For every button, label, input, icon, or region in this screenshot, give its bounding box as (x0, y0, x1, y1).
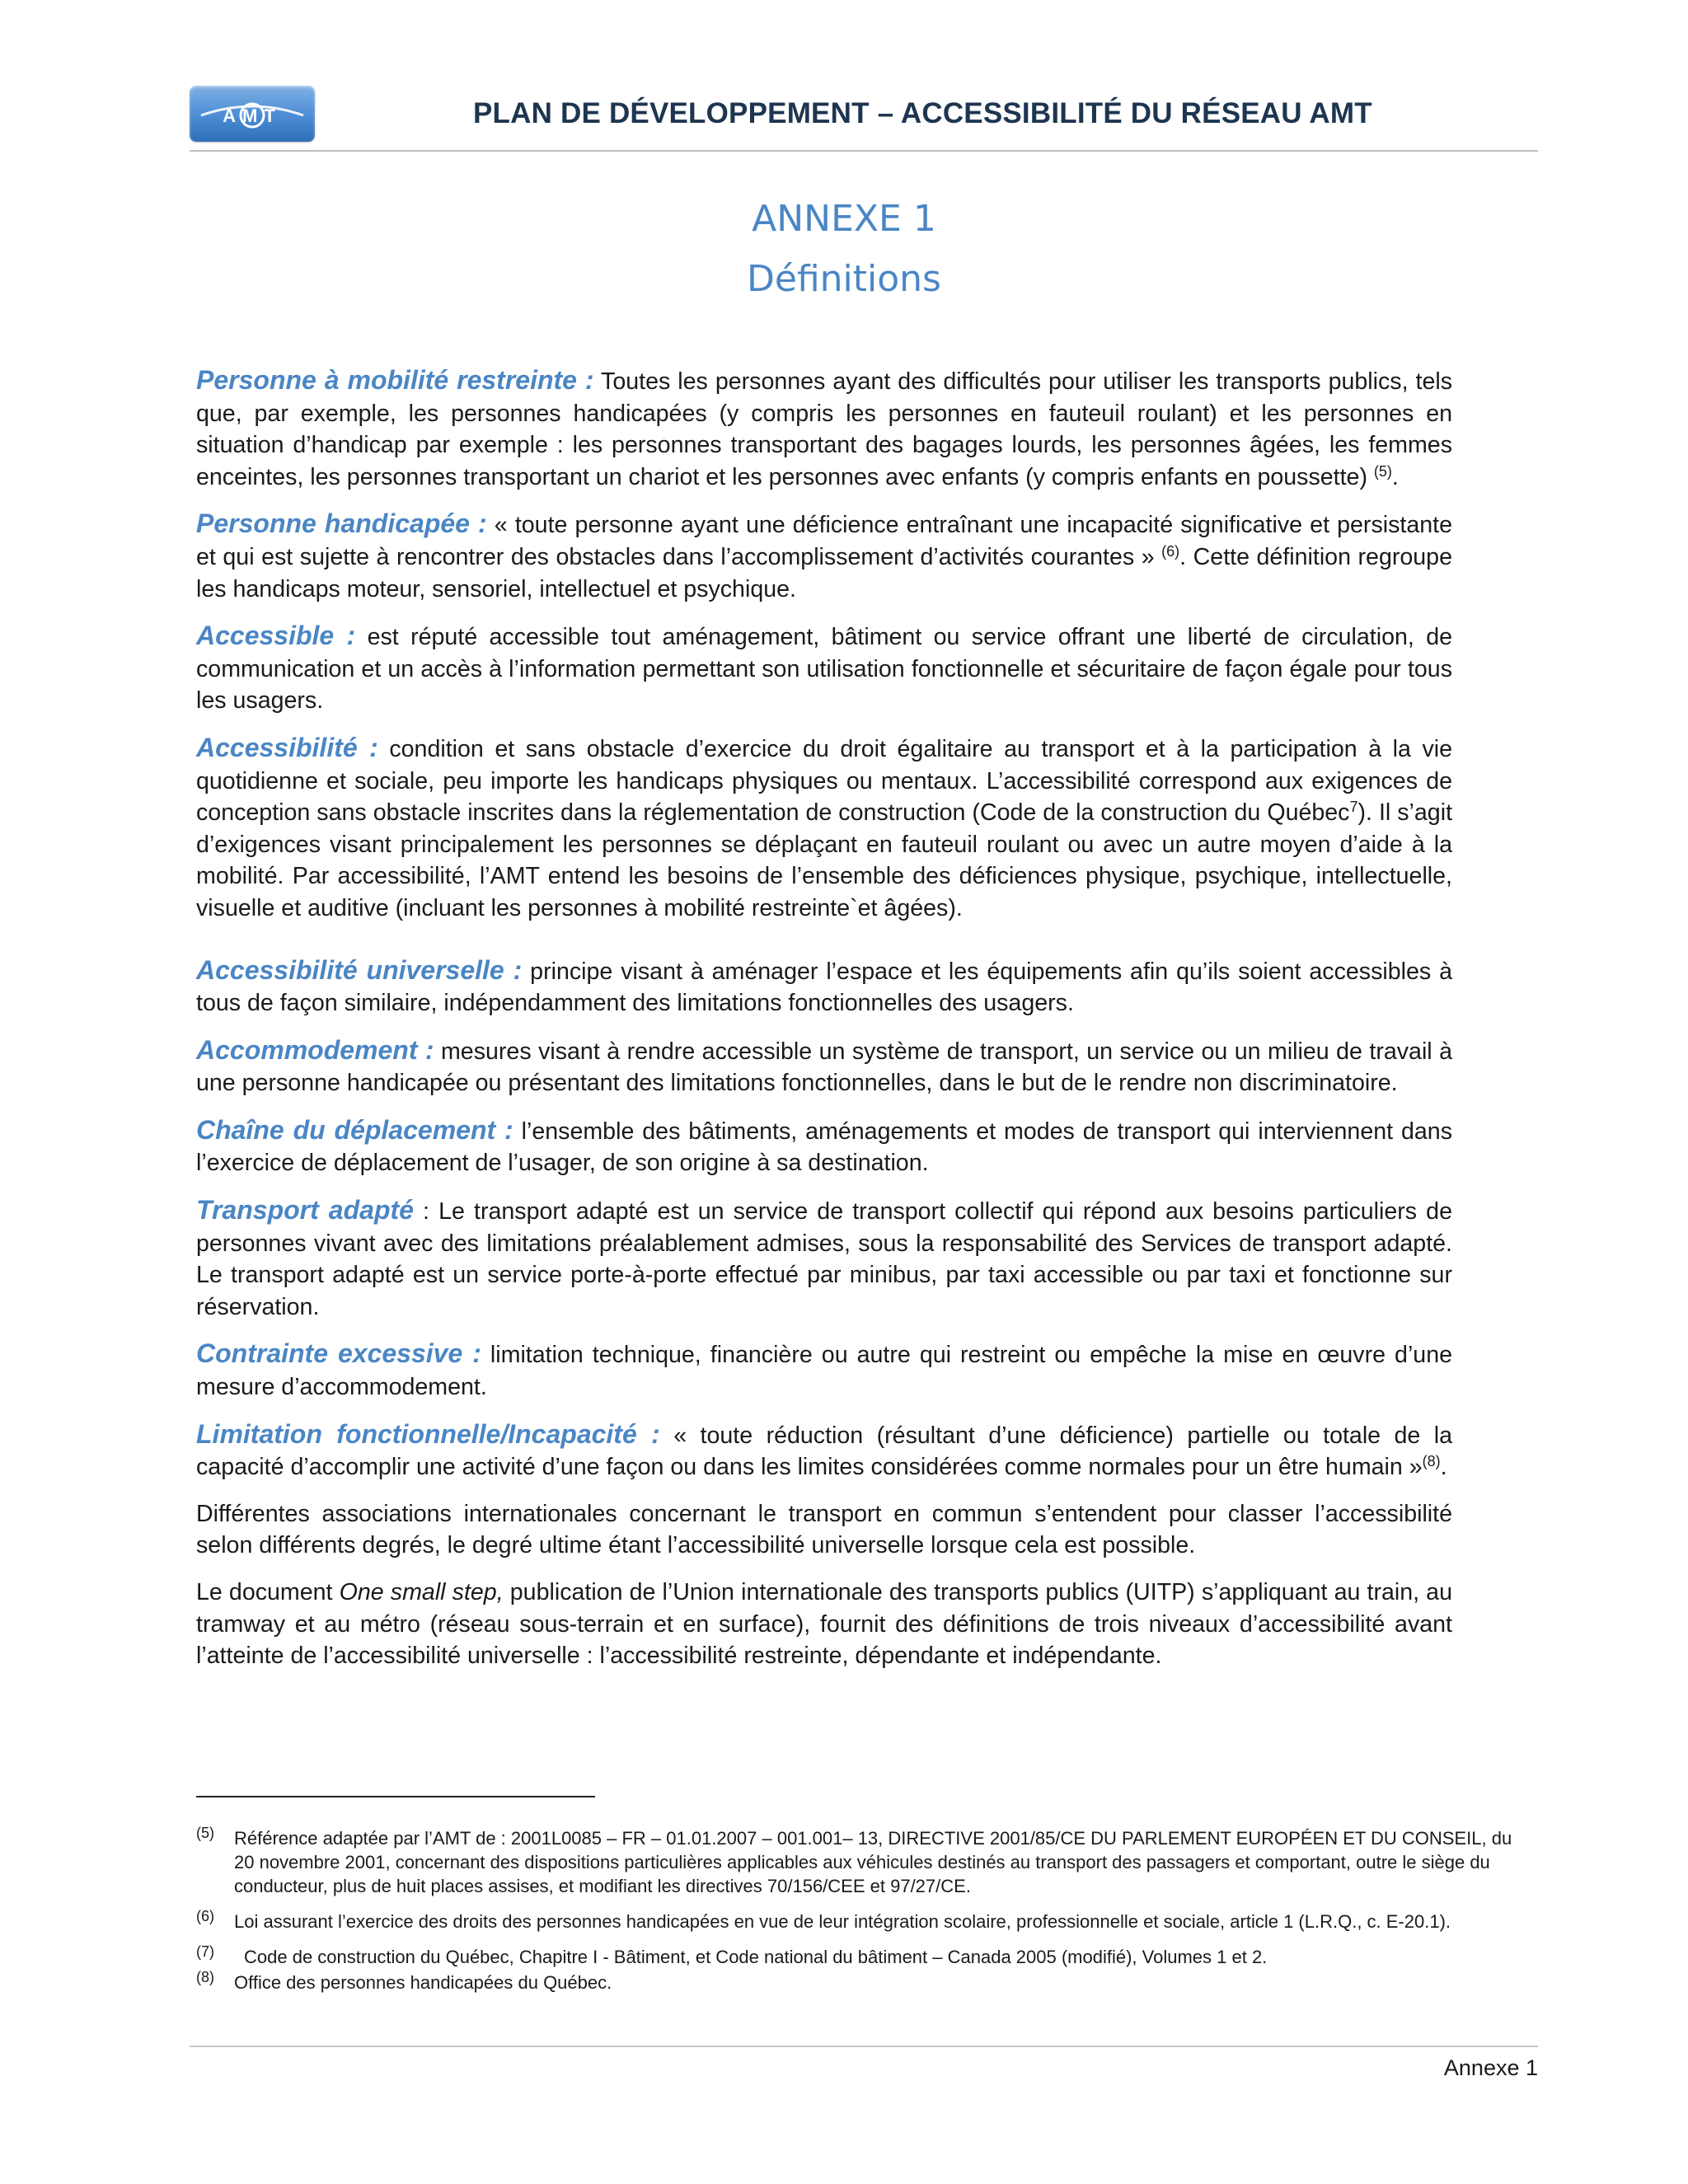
footnotes (196, 1826, 1535, 2006)
definition-text: « toute personne ayant une déficience entraînant une incapacité significative et persistante et qui est sujette à rencontrer des obstacles dans l’accomplissement d’activités courantes » (196, 512, 1452, 570)
definition-paragraph (196, 1194, 1452, 1323)
definition-paragraph (196, 620, 1452, 717)
footnote-item (196, 1910, 1535, 1933)
definition-term: Accessibilité universelle : (196, 954, 523, 985)
header-divider (190, 150, 1538, 152)
definition-term: Accessible : (196, 621, 356, 651)
footnote-divider (196, 1796, 595, 1797)
annexe-title: ANNEXE 1 (752, 198, 936, 240)
logo-text: AMT (223, 105, 282, 126)
footnote-ref[interactable]: (5) (1373, 462, 1392, 480)
document-header-title: PLAN DE DÉVELOPPEMENT – ACCESSIBILITÉ DU RÉSEAU AMT (473, 97, 1372, 129)
definition-paragraph (196, 1034, 1452, 1099)
page-header (190, 82, 1538, 152)
definition-paragraph (196, 1114, 1452, 1179)
footnote-text: Référence adaptée par l’AMT de : 2001L0085 – FR – 01.01.2007 – 001.001– 13, DIRECTIVE 2001/85/CE DU PARLEMENT EUROPÉEN ET DU CONSEIL, du 20 novembre 2001, concernant des dispositions particulières applicables aux véhicules destinés au transport des passagers et comportant, outre le siège du conducteur, plus de huit places assises, et modifiant les directives 70/156/CEE et 97/27/CE. (234, 1828, 1512, 1896)
footer-divider (190, 2046, 1538, 2047)
document-title-italic: One small step, (339, 1579, 504, 1605)
definition-text: « toute réduction (résultant d’une déficience) partielle ou totale de la capacité d’accomplir une activité d’une façon ou dans les limites considérées comme normales pour un être humain » (196, 1422, 1452, 1481)
definition-text: l’ensemble des bâtiments, aménagements et modes de transport qui interviennent dans l’exercice de déplacement de l’usager, de son origine à sa destination. (196, 1118, 1453, 1177)
footnote-ref[interactable]: (6) (1161, 542, 1180, 560)
definition-text: principe visant à aménager l’espace et les équipements afin qu’ils soient accessibles à tous de façon similaire, indépendamment des limitations fonctionnelles des usagers. (196, 958, 1452, 1017)
definition-paragraph (196, 508, 1452, 605)
footnote-mark: (6) (196, 1908, 214, 1924)
body-paragraph (196, 1577, 1452, 1672)
definition-text-end: ). Il s’agit d’exigences visant principalement les personnes se déplaçant en fauteuil roulant ou avec un autre moyen d’aide à la mobilité. Par accessibilité, l’AMT entend les besoins de l’ensemble des déficiences physique, psychique, intellectuelle, visuelle et auditive (incluant les personnes à mobilité restreinte`et âgées). (196, 799, 1453, 921)
definition-term: Accessibilité : (196, 732, 378, 762)
definition-term: Limitation fonctionnelle/Incapacité : (196, 1418, 660, 1449)
body-paragraph: Différentes associations internationales concernant le transport en commun s’entendent pour classer l’accessibilité selon différents degrés, le degré ultime étant l’accessibilité universelle lorsque cela est possible. (196, 1500, 1452, 1559)
annexe-subtitle: Définitions (747, 258, 941, 300)
footnote-ref[interactable]: 7 (1349, 799, 1358, 816)
definition-text: est réputé accessible tout aménagement, bâtiment ou service offrant une liberté de circulation, de communication et un accès à l’information permettant son utilisation fonctionnelle et sécuritaire de façon égale pour tous les usagers. (196, 624, 1453, 715)
definition-text: limitation technique, financière ou autre qui restreint ou empêche la mise en œuvre d’une mesure d’accommodement. (196, 1342, 1453, 1401)
footnote-text: Office des personnes handicapées du Québec. (234, 1972, 612, 1993)
definition-paragraph (196, 364, 1452, 493)
definition-text: condition et sans obstacle d’exercice du droit égalitaire au transport et à la participation à la vie quotidienne et sociale, peu importe les handicaps physiques ou mentaux. L’accessibilité correspond aux exigences de conception sans obstacle inscrites dans la réglementation de construction (Code de la construction du Québec (196, 735, 1452, 827)
footnote-mark: (8) (196, 1969, 214, 1985)
definition-text: mesures visant à rendre accessible un système de transport, un service ou un milieu de travail à une personne handicapée ou présentant des limitations fonctionnelles, dans le but de le rendre non discriminatoire. (196, 1038, 1452, 1097)
definition-text-end: . Cette définition regroupe les handicaps moteur, sensoriel, intellectuel et psychique. (196, 543, 1452, 602)
definition-term: Accommodement : (196, 1034, 434, 1065)
definition-paragraph (196, 1338, 1452, 1403)
footnote-mark: (7) (196, 1943, 214, 1960)
definition-term: Personne handicapée : (196, 509, 487, 539)
footnote-ref[interactable]: (8) (1422, 1453, 1441, 1470)
footnote-item (196, 1971, 1535, 1994)
footnote-item (196, 1826, 1535, 1898)
body-text: Le document (196, 1579, 340, 1605)
footnote-text: Code de construction du Québec, Chapitre I - Bâtiment, et Code national du bâtiment – Canada 2005 (modifié), Volumes 1 et 2. (244, 1947, 1268, 1967)
definition-term: Transport adapté (196, 1195, 414, 1226)
definition-paragraph (196, 732, 1452, 925)
amt-logo (190, 86, 315, 142)
definition-paragraph (196, 954, 1452, 1019)
definition-term: Chaîne du déplacement : (196, 1114, 513, 1145)
definition-term: Contrainte excessive : (196, 1338, 481, 1369)
footnote-text: Loi assurant l’exercice des droits des personnes handicapées en vue de leur intégration scolaire, professionnelle et sociale, article 1 (L.R.Q., c. E-20.1). (234, 1911, 1451, 1932)
body-text: publication de l’Union internationale des transports publics (UITP) s’appliquant au train, au tramway et au métro (réseau sous-terrain et en surface), fournit des définitions de trois niveaux d’accessibilité avant l’atteinte de l’accessibilité universelle : l’accessibilité restreinte, dépendante et indépendante. (196, 1579, 1452, 1670)
definition-text: Toutes les personnes ayant des difficultés pour utiliser les transports publics, tels que, par exemple, les personnes handicapées (y compris les personnes en fauteuil roulant) et les personnes en situation d’handicap par exemple : les personnes transportant des bagages lourds, les personnes âgées, les femmes enceintes, les personnes transportant un chariot et les personnes avec enfants (y compris enfants en poussette) (196, 368, 1453, 490)
footnote-mark: (5) (196, 1825, 214, 1841)
definition-text: : Le transport adapté est un service de transport collectif qui répond aux besoins particuliers de personnes vivant avec des limitations préalablement admises, sous la responsabilité des Services de transport adapté. Le transport adapté est un service porte-à-porte effectué par minibus, par taxi accessible ou par taxi et fonctionne sur réservation. (196, 1198, 1452, 1320)
definition-text-end: . (1440, 1454, 1447, 1481)
footnote-item (196, 1945, 1535, 1969)
definition-text-end: . (1391, 463, 1399, 490)
definition-paragraph (196, 1418, 1452, 1483)
page-footer-label: Annexe 1 (1443, 2055, 1538, 2080)
definitions-content (196, 364, 1452, 1687)
definition-term: Personne à mobilité restreinte : (196, 365, 594, 395)
